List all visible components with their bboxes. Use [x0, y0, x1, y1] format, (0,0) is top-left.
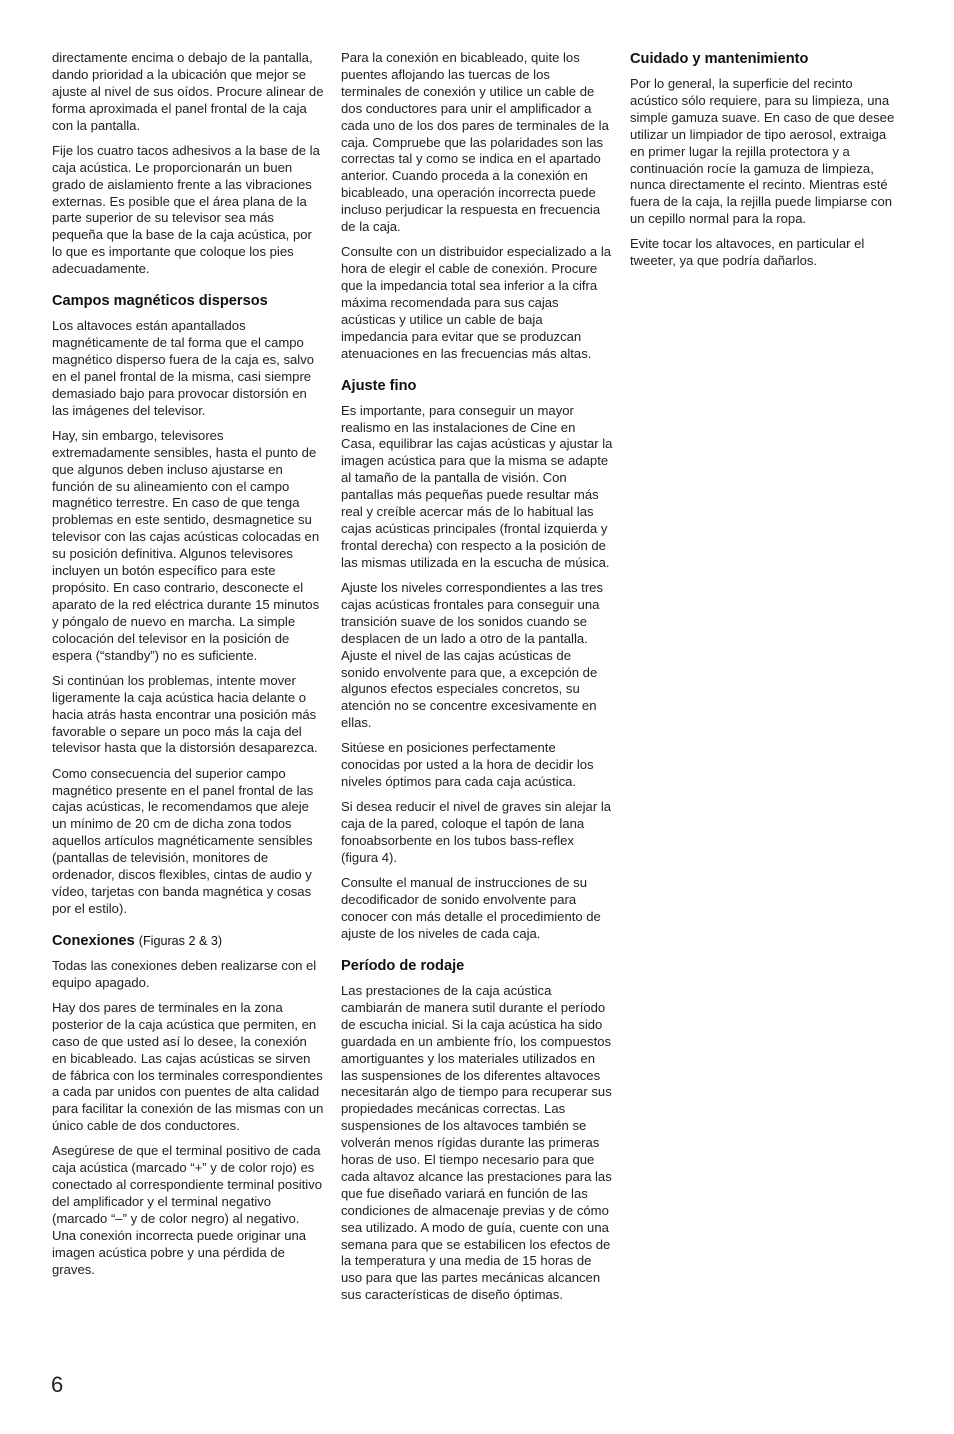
paragraph-run-in: Las prestaciones de la caja acústica cambiarán de manera sutil durante el período de escucha inicial. Si la caja acústica ha sido guardada en un ambiente frío, los compuestos amortiguantes y los materiales utilizados en las suspensiones de los diferentes altavoces necesitarán algo de tiempo para recuperar sus propiedades mecánicas correctas. Las suspensiones de los altavoces también se volverán menos rígidas durante las primeras horas de uso. El tiempo necesario para que cada altavoz alcance las prestaciones para las que fue diseñado variará en función de las condiciones de almacenaje previas y de cómo sea utilizado. A modo de guía, cuente con una semana para que se estabilicen los efectos de la temperatura y una media de 15 horas de uso para que las partes mecánicas alcancen sus características de diseño óptimas. [341, 982, 612, 1303]
paragraph-sensitive-tvs: Hay, sin embargo, televisores extremadamente sensibles, hasta el punto de que algunos deben incluso ajustarse en función de su alineamiento con el campo magnético terrestre. En caso de que tenga problemas en este sentido, desmagnetice su televisor con las cajas acústicas colocadas en su posición definitiva. Algunos televisores incluyen un botón específico para este propósito. En caso contrario, desconecte el aparato de la red eléctrica durante 15 minutos y póngalo de nuevo en marcha. La simple colocación del televisor en la posición de espera (“standby”) no es suficiente. [52, 427, 320, 663]
column-left [52, 50, 324, 1287]
heading-conexiones [52, 932, 324, 950]
paragraph-persistent-problems: Si continúan los problemas, intente mover ligeramente la caja acústica hacia delante o hacia atrás hasta encontrar una posición más favorable o separe un poco más la caja del televisor hasta que la distorsión desaparezca. [52, 672, 318, 756]
paragraph-cleaning: Por lo general, la superficie del recinto acústico sólo requiere, para su limpieza, una simple gamuza suave. En caso de que desee utilizar un limpiador de tipo aerosol, extraiga en primer lugar la rejilla protectora y a continuación rocíe la gamuza de limpieza, nunca directamente el recinto. Mientras esté fuera de la caja, la rejilla puede limpiarse con un cepillo normal para la ropa. [630, 76, 895, 227]
column-right [630, 50, 902, 279]
heading-conexiones-title: Conexiones [52, 932, 135, 949]
paragraph-cable-choice: Consulte con un distribuidor especializado a la hora de elegir el cable de conexión. Procure que la impedancia total sea inferior a la cifra máxima recomendada para sus cajas acústicas y utilice un cable de baja impedancia para evitar que se produzcan atenuaciones en las frecuencias más altas. [341, 244, 612, 361]
paragraph-listening-position: Sitúese en posiciones perfectamente conocidas por usted a la hora de decidir los niveles óptimos para cada caja acústica. [341, 740, 594, 790]
paragraph-polarity: Asegúrese de que el terminal positivo de cada caja acústica (marcado “+” y de color rojo) es conectado al correspondiente terminal positivo del amplificador y el terminal negativo (marcado “–” y de color negro) al negativo. Una conexión incorrecta puede originar una imagen acústica pobre y una pérdida de graves. [52, 1143, 323, 1277]
paragraph-placement-intro: directamente encima o debajo de la pantalla, dando prioridad a la ubicación que mejor se ajuste al nivel de sus oídos. Procure alinear de forma aproximada el panel frontal de la caja con la pantalla. [52, 50, 324, 133]
heading-ajuste-fino: Ajuste fino [341, 377, 417, 394]
paragraph-adhesive-pads: Fije los cuatro tacos adhesivos a la base de la caja acústica. Le proporcionarán un buen grado de aislamiento frente a las vibraciones externas. Es posible que el área plana de la parte superior de su televisor sea más pequeña que la base de la caja acústica, por lo que es importante que coloque los pies adecuadamente. [52, 142, 320, 277]
column-middle [341, 50, 613, 1313]
paragraph-front-levels: Ajuste los niveles correspondientes a las tres cajas acústicas frontales para conseguir una transición suave de los sonidos cuando se desplacen de un lado a otro de la pantalla. Ajuste el nivel de las cajas acústicas de sonido envolvente para que, a excepción de algunos efectos especiales concretos, su atención no se concentre excesivamente en ellas. [341, 579, 604, 731]
paragraph-biwiring-procedure: Para la conexión en bicableado, quite los puentes aflojando las tuercas de los terminales de conexión y utilice un cable de dos conductores para unir el amplificador a cada uno de los dos pares de terminales de la caja. Compruebe que las polaridades son las correctas tal y como se indica en el apartado anterior. Cuando proceda a la conexión en bicableado, una operación incorrecta puede incluso perjudicar la respuesta en frecuencia de la caja. [341, 50, 609, 235]
paragraph-home-cinema: Es importante, para conseguir un mayor realismo en las instalaciones de Cine en Casa, equilibrar las cajas acústicas y ajustar la imagen acústica para que la misma se adapte al tamaño de la pantalla de visión. Con pantallas más pequeñas puede resultar más real y creíble acercar más de lo habitual las cajas acústicas principales (frontal izquierda y frontal derecha) con respecto a la posición de las mismas utilizada en la escucha de música. [341, 402, 613, 570]
page-number: 6 [51, 1372, 64, 1397]
paragraph-front-panel-field: Como consecuencia del superior campo magnético presente en el panel frontal de las cajas acústicas, le recomendamos que aleje un mínimo de 20 cm de dicha zona todos aquellos artículos magnéticamente sensibles (pantallas de televisión, monitores de ordenador, discos flexibles, cintas de audio y vídeo, tarjetas con banda magnética y cosas por el estilo). [52, 765, 314, 916]
paragraph-bass-reduction: Si desea reducir el nivel de graves sin alejar la caja de la pared, coloque el tapón de lana fonoabsorbente en los tubos bass-reflex (figura 4). [341, 799, 612, 866]
paragraph-avoid-touching: Evite tocar los altavoces, en particular el tweeter, ya que podría dañarlos. [630, 236, 865, 269]
paragraph-shielding: Los altavoces están apantallados magnéticamente de tal forma que el campo magnético disperso fuera de la caja es, salvo en el panel frontal de la misma, casi siempre demasiado bajo para provocar distorsión en las imágenes del televisor. [52, 318, 315, 418]
paragraph-biwiring-terminals: Hay dos pares de terminales en la zona posterior de la caja acústica que permiten, en caso de que usted así lo desee, la conexión en bicableado. Las cajas acústicas se sirven de fábrica con los terminales correspondientes a cada par unidos con puentes de alta calidad para facilitar la conexión de las mismas con un único cable de dos conductores. [52, 999, 324, 1134]
heading-conexiones-figures: (Figuras 2 & 3) [138, 933, 223, 948]
paragraph-power-off: Todas las conexiones deben realizarse con el equipo apagado. [52, 957, 317, 990]
paragraph-decoder-manual: Consulte el manual de instrucciones de su decodificador de sonido envolvente para conocer con más detalle el procedimiento de ajuste de los niveles de cada caja. [341, 875, 601, 942]
heading-periodo-rodaje: Período de rodaje [341, 957, 465, 974]
heading-cuidado-mantenimiento: Cuidado y mantenimiento [630, 51, 809, 67]
heading-campos-magneticos: Campos magnéticos dispersos [52, 293, 268, 310]
